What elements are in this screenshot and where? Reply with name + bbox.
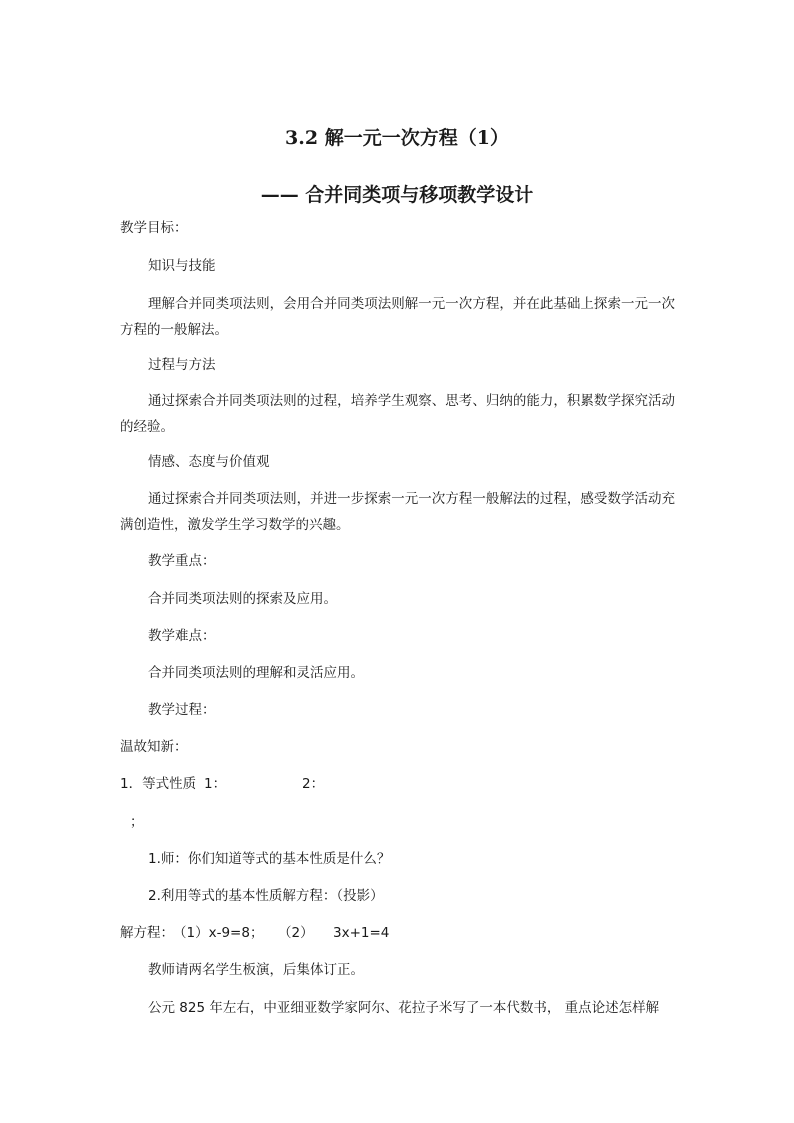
- property-label: 1．等式性质: [120, 776, 197, 792]
- equation-1: （1）x-9=8；: [173, 925, 264, 941]
- teaching-process-heading: 教学过程：: [148, 702, 216, 718]
- process-paragraph: 通过探索合并同类项法则的过程，培养学生观察、思考、归纳的能力，积累数学探究活动的经验。: [120, 393, 675, 435]
- semicolon: ；: [130, 814, 144, 830]
- document-title: 3.2 解一元一次方程（1）: [285, 127, 509, 149]
- question-1: 1.师：你们知道等式的基本性质是什么？: [148, 851, 391, 867]
- knowledge-heading: 知识与技能: [148, 258, 216, 274]
- equation-2-number: （2）: [278, 925, 314, 941]
- knowledge-paragraph: 理解合并同类项法则，会用合并同类项法则解一元一次方程，并在此基础上探索一元一次方程的一般解法。: [120, 296, 675, 338]
- difficulty-text: 合并同类项法则的理解和灵活应用。: [148, 665, 364, 681]
- solve-label: 解方程：: [120, 925, 174, 941]
- review-heading: 温故知新：: [120, 739, 188, 755]
- teacher-note: 教师请两名学生板演，后集体订正。: [148, 962, 364, 978]
- history-paragraph: 公元 825 年左右，中亚细亚数学家阿尔、花拉子米写了一本代数书， 重点论述怎样解: [148, 1000, 660, 1016]
- key-points-text: 合并同类项法则的探索及应用。: [148, 591, 337, 607]
- difficulty-heading: 教学难点：: [148, 628, 216, 644]
- document-subtitle: —— 合并同类项与移项教学设计: [260, 184, 534, 206]
- equation-2: 3x+1=4: [333, 925, 390, 941]
- emotion-paragraph: 通过探索合并同类项法则，并进一步探索一元一次方程一般解法的过程，感受数学活动充满创造性，激发学生学习数学的兴趣。: [120, 491, 675, 533]
- property-1: 1：: [204, 776, 227, 792]
- question-2: 2.利用等式的基本性质解方程：（投影）: [148, 888, 384, 904]
- key-points-heading: 教学重点：: [148, 553, 216, 569]
- process-heading: 过程与方法: [148, 357, 216, 373]
- objectives-heading: 教学目标：: [120, 220, 188, 236]
- property-2: 2：: [302, 776, 325, 792]
- emotion-heading: 情感、态度与价值观: [148, 454, 270, 470]
